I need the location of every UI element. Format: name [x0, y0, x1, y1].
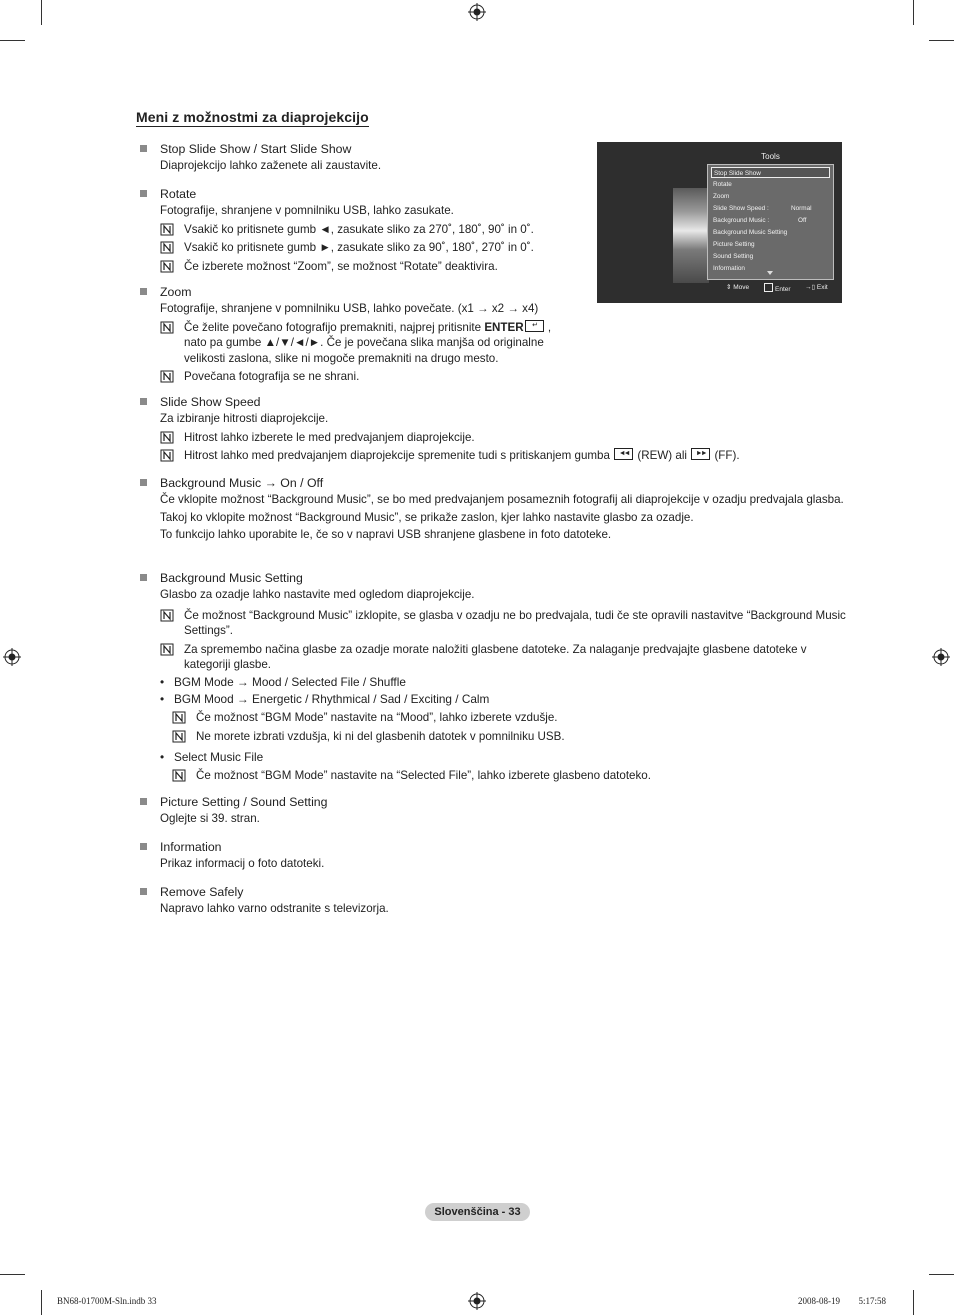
note-icon: [172, 769, 186, 782]
note: Vsakič ko pritisnete gumb ►, zasukate sliko za 90˚, 180˚, 270˚ in 0˚.: [138, 240, 534, 256]
item-information: [138, 839, 324, 872]
crop-mark: [41, 0, 42, 25]
item-desc: Glasbo za ozadje lahko nastavite med ogledom diaprojekcije.: [160, 588, 475, 601]
rewind-button-icon: ◄◄: [614, 448, 633, 460]
note-icon: [160, 370, 174, 383]
menu-item-sound-setting: Sound Setting: [713, 253, 754, 260]
tools-menu-screenshot: [597, 142, 842, 303]
fast-forward-button-icon: ►►: [691, 448, 710, 460]
menu-item-slide-show-speed: Slide Show Speed : Normal: [713, 205, 812, 212]
item-desc: Fotografije, shranjene v pomnilniku USB, lahko zasukate.: [160, 204, 454, 217]
note: Če želite povečano fotografijo premakniti, najprej pritisnite ENTER ↵ , nato pa gumbe ▲/▼/◄/►. Če je povečana slika manjša od originalne velikosti zaslona, slike ni mogoče premakniti na drugo mesto.: [138, 320, 551, 367]
item-rotate: [138, 186, 534, 274]
menu-item-stop-slide-show: Stop Slide Show: [711, 167, 830, 178]
slideshow-photo: [673, 188, 709, 283]
footer-timestamp: 2008-08-19 ￿￿ 5:17:58: [798, 1296, 886, 1306]
note: Ne morete izbrati vzdušja, ki ni del glasbenih datotek v pomnilniku USB.: [138, 729, 848, 745]
footer-file-name: BN68-01700M-Sln.indb 33: [57, 1296, 157, 1306]
note-icon: [160, 431, 174, 444]
square-bullet-icon: [140, 190, 147, 197]
crop-mark: [929, 40, 954, 41]
square-bullet-icon: [140, 479, 147, 486]
menu-item-background-music-setting: Background Music Setting: [713, 229, 788, 236]
note-icon: [160, 449, 174, 462]
section-title: Meni z možnostmi za diaprojekcijo: [136, 109, 369, 125]
menu-item-rotate: Rotate: [713, 181, 732, 188]
note-icon: [160, 260, 174, 273]
note-icon: [172, 711, 186, 724]
footer-enter: Enter: [764, 283, 791, 294]
menu-item-information: Information: [713, 265, 745, 272]
item-remove-safely: [138, 884, 389, 917]
note-icon: [160, 241, 174, 254]
crop-mark: [0, 40, 25, 41]
crop-mark: [929, 1274, 954, 1275]
list-item: • BGM Mode → Mood / Selected File / Shuffle: [160, 674, 406, 689]
move-icon: ⇕: [726, 284, 732, 291]
note-icon: [160, 643, 174, 656]
item-title: Rotate: [160, 187, 197, 201]
item-title: Background Music Setting: [160, 571, 303, 585]
note: Hitrost lahko med predvajanjem diaprojekcije spremenite tudi s pritiskanjem gumba ◄◄ (REW) ali ►► (FF).: [138, 448, 740, 464]
note: Če možnost “Background Music” izklopite, se glasba v ozadju ne bo predvajala, tudi če ste opravili nastavitve “Background Music Settings”.: [138, 608, 848, 639]
item-title: Information: [160, 840, 222, 854]
item-picture-sound-setting: [138, 794, 327, 827]
item-background-music-setting: [138, 570, 848, 783]
menu-item-zoom: Zoom: [713, 193, 730, 200]
item-desc: Fotografije, shranjene v pomnilniku USB, lahko povečate. (x1 → x2 → x4): [160, 302, 539, 315]
item-background-music: [138, 475, 848, 543]
item-desc: Diaprojekcijo lahko zaženete ali zaustavite.: [160, 159, 382, 172]
enter-key-label: ENTER: [484, 320, 524, 334]
list-item: • Select Music File: [160, 749, 264, 764]
item-title: Picture Setting / Sound Setting: [160, 795, 328, 809]
item-title: Slide Show Speed: [160, 395, 261, 409]
note: Hitrost lahko izberete le med predvajanjem diaprojekcije.: [138, 430, 740, 446]
item-title: Zoom: [160, 285, 192, 299]
note-icon: [160, 321, 174, 334]
enter-icon: [764, 283, 773, 292]
crop-mark: [913, 0, 914, 25]
square-bullet-icon: [140, 888, 147, 895]
enter-key-icon: ↵: [525, 320, 544, 332]
item-slide-show-speed: [138, 394, 740, 464]
item-desc: Če vklopite možnost “Background Music”, se bo med predvajanjem posameznih fotografij ali diaprojekcije v ozadju predvajala glasba.: [160, 493, 844, 506]
registration-mark-icon: [468, 1292, 486, 1310]
note: Če možnost “BGM Mode” nastavite na “Mood”, lahko izberete vzdušje.: [138, 710, 848, 726]
page-number: Slovenščina - 33: [425, 1203, 530, 1221]
note: Če izberete možnost “Zoom”, se možnost “Rotate” deaktivira.: [138, 259, 534, 275]
crop-mark: [913, 1290, 914, 1315]
note: Če možnost “BGM Mode” nastavite na “Selected File”, lahko izberete glasbeno datoteko.: [138, 768, 848, 784]
item-desc: Oglejte si 39. stran.: [160, 812, 260, 825]
menu-item-background-music: Background Music : Off: [713, 217, 807, 224]
registration-mark-icon: [468, 3, 486, 21]
square-bullet-icon: [140, 145, 147, 152]
square-bullet-icon: [140, 288, 147, 295]
square-bullet-icon: [140, 843, 147, 850]
footer-move: ⇕ Move: [726, 284, 750, 291]
crop-mark: [41, 1290, 42, 1315]
exit-icon: →▯: [805, 284, 816, 291]
item-zoom: [138, 284, 551, 385]
note: Povečana fotografija se ne shrani.: [138, 369, 551, 385]
crop-mark: [0, 1274, 25, 1275]
square-bullet-icon: [140, 398, 147, 405]
square-bullet-icon: [140, 798, 147, 805]
item-title: Background Music → On / Off: [160, 476, 324, 490]
registration-mark-icon: [932, 648, 950, 666]
registration-mark-icon: [3, 648, 21, 666]
footer-exit: →▯ Exit: [805, 284, 828, 291]
note-icon: [172, 730, 186, 743]
item-desc: Napravo lahko varno odstranite s televizorja.: [160, 902, 389, 915]
item-title: Stop Slide Show / Start Slide Show: [160, 142, 352, 156]
item-stop-slide-show: [138, 141, 381, 174]
note-icon: [160, 609, 174, 622]
note-icon: [160, 223, 174, 236]
menu-item-picture-setting: Picture Setting: [713, 241, 755, 248]
tools-title: Tools: [761, 152, 780, 161]
tools-panel: [707, 164, 834, 280]
list-item: • BGM Mood → Energetic / Rhythmical / Sad / Exciting / Calm: [160, 691, 490, 706]
item-desc: Takoj ko vklopite možnost “Background Music”, se prikaže zaslon, kjer lahko nastavite glasbo za ozadje.: [160, 510, 694, 524]
note: Za spremembo načina glasbe za ozadje morate naložiti glasbene datoteke. Za nalaganje predvajajte glasbene datoteke v kategoriji glasbe.: [138, 642, 848, 673]
item-title: Remove Safely: [160, 885, 244, 899]
item-desc: Prikaz informacij o foto datoteki.: [160, 857, 325, 870]
item-desc: To funkcijo lahko uporabite le, če so v napravi USB shranjene glasbene in foto datoteke.: [160, 528, 612, 541]
note: Vsakič ko pritisnete gumb ◄, zasukate sliko za 270˚, 180˚, 90˚ in 0˚.: [138, 222, 534, 238]
item-desc: Za izbiranje hitrosti diaprojekcije.: [160, 412, 329, 425]
square-bullet-icon: [140, 574, 147, 581]
scroll-down-icon: [767, 271, 773, 275]
